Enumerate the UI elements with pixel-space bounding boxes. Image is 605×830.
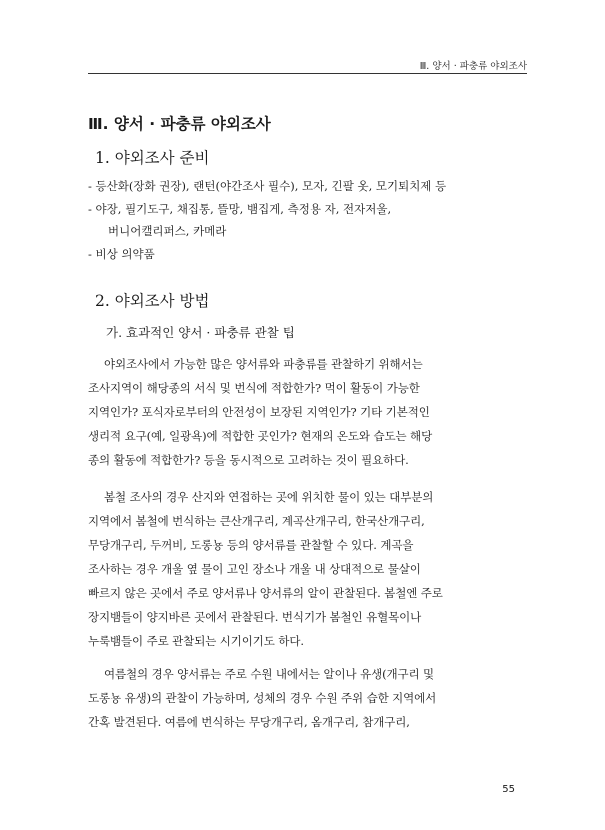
list-item: - 비상 의약품 [88, 247, 155, 261]
list-item-continuation: 버니어캘리퍼스, 카메라 [108, 224, 227, 238]
paragraph-line: 지역에서 봄철에 번식하는 큰산개구리, 계곡산개구리, 한국산개구리, [88, 514, 425, 528]
paragraph-line: 여름철의 경우 양서류는 주로 수원 내에서는 알이나 유생(개구리 및 [104, 667, 435, 681]
paragraph-line: 종의 활동에 적합한가? 등을 동시적으로 고려하는 것이 필요하다. [88, 453, 409, 467]
list-item: - 야장, 필기도구, 채집통, 뜰망, 뱀집게, 측정용 자, 전자저울, [88, 202, 392, 216]
paragraph-line: 봄철 조사의 경우 산지와 연접하는 곳에 위치한 물이 있는 대부분의 [104, 490, 434, 504]
list-item: - 등산화(장화 권장), 랜턴(야간조사 필수), 모자, 긴팔 옷, 모기퇴치제 등 [88, 179, 447, 193]
paragraph-line: 장지뱀들이 양지바른 곳에서 관찰된다. 번식기가 봄철인 유혈목이나 [88, 610, 422, 624]
chapter-title: Ⅲ. 양서 · 파충류 야외조사 [88, 115, 271, 133]
section-1-title: 1. 야외조사 준비 [95, 149, 210, 167]
paragraph-2 [88, 485, 512, 653]
paragraph-line: 간혹 발견된다. 여름에 번식하는 무당개구리, 옴개구리, 참개구리, [88, 715, 410, 729]
paragraph-line: 생리적 요구(예, 일광욕)에 적합한 곳인가? 현재의 온도와 습도는 해당 [88, 429, 433, 443]
running-header: Ⅲ. 양서 · 파충류 야외조사 [419, 61, 527, 72]
paragraph-1 [88, 352, 512, 472]
paragraph-line: 조사지역이 해당종의 서식 및 번식에 적합한가? 먹이 활동이 가능한 [88, 381, 420, 395]
paragraph-line: 도롱뇽 유생)의 관찰이 가능하며, 성체의 경우 수원 주위 습한 지역에서 [88, 691, 437, 705]
paragraph-line: 누룩뱀들이 주로 관찰되는 시기이기도 하다. [88, 634, 304, 648]
paragraph-line: 야외조사에서 가능한 많은 양서류와 파충류를 관찰하기 위해서는 [104, 357, 423, 371]
paragraph-line: 지역인가? 포식자로부터의 안전성이 보장된 지역인가? 기타 기본적인 [88, 405, 430, 419]
paragraph-line: 무당개구리, 두꺼비, 도롱뇽 등의 양서류를 관찰할 수 있다. 계곡을 [88, 538, 414, 552]
section-2-title: 2. 야외조사 방법 [95, 292, 210, 310]
paragraph-line: 빠르지 않은 곳에서 주로 양서류나 양서류의 알이 관찰된다. 봄철엔 주로 [88, 586, 443, 600]
page-number: 55 [502, 784, 515, 795]
paragraph-3 [88, 662, 512, 734]
header-rule [88, 73, 527, 74]
subsection-title: 가. 효과적인 양서 · 파충류 관찰 팁 [106, 325, 295, 340]
paragraph-line: 조사하는 경우 개울 옆 물이 고인 장소나 개울 내 상대적으로 물살이 [88, 562, 421, 576]
